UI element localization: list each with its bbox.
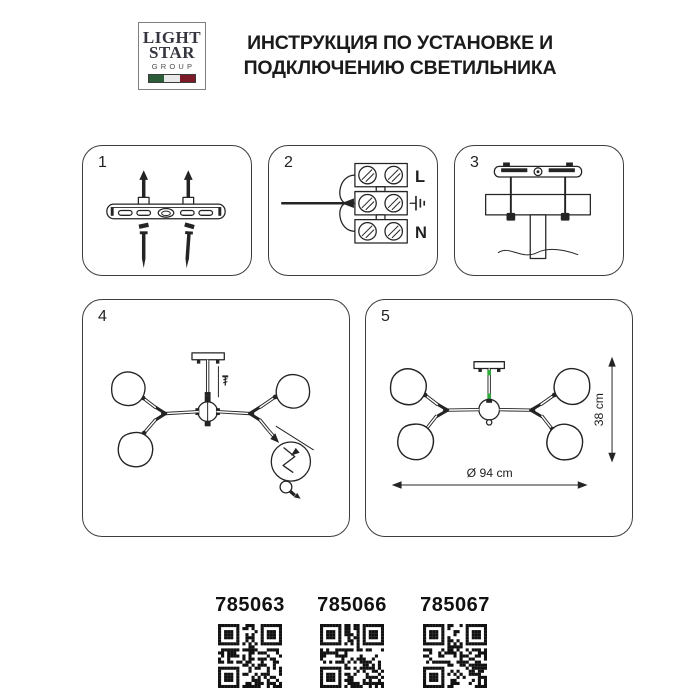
central-hub bbox=[195, 396, 219, 426]
down-rod bbox=[487, 369, 491, 400]
diameter-dimension bbox=[392, 466, 588, 489]
shade-upper-left bbox=[385, 364, 431, 410]
product-code: 785067 bbox=[420, 594, 490, 616]
height-dimension bbox=[592, 357, 616, 463]
product-785067 bbox=[415, 594, 495, 693]
screw-indicator bbox=[218, 367, 228, 397]
step-1-panel bbox=[82, 145, 252, 276]
step-4-panel bbox=[82, 299, 350, 537]
wiring-diagram bbox=[269, 146, 435, 273]
title-line-1: ИНСТРУКЦИЯ ПО УСТАНОВКЕ И bbox=[247, 32, 553, 54]
flag-white bbox=[164, 75, 179, 82]
ceiling-bracket bbox=[494, 162, 581, 177]
step-number: 3 bbox=[470, 154, 479, 171]
stud-right bbox=[183, 170, 194, 204]
diameter-label: Ø 94 cm bbox=[466, 466, 513, 481]
screw-right bbox=[181, 222, 195, 268]
qr-code bbox=[423, 624, 487, 688]
step-2-panel bbox=[268, 145, 438, 276]
step-5-panel bbox=[365, 299, 633, 537]
shade-upper-left bbox=[108, 368, 149, 409]
left-arm bbox=[141, 396, 199, 436]
step-number: 1 bbox=[98, 154, 107, 171]
logo-group: GROUP bbox=[151, 61, 196, 71]
earth-icon bbox=[410, 196, 424, 211]
down-rod bbox=[205, 360, 211, 396]
stud-left bbox=[138, 170, 149, 204]
height-label: 38 cm bbox=[592, 393, 607, 427]
left-arm bbox=[423, 393, 479, 432]
page-title bbox=[188, 31, 612, 81]
product-785063 bbox=[210, 594, 290, 693]
logo-light: LIGHT bbox=[142, 27, 202, 47]
right-arm bbox=[216, 395, 277, 431]
ceiling-mount-diagram bbox=[455, 146, 621, 273]
step-number: 5 bbox=[381, 308, 390, 325]
step-number: 2 bbox=[284, 154, 293, 171]
flag-green bbox=[149, 75, 164, 82]
dimensions-diagram bbox=[366, 300, 629, 533]
bracket-bar bbox=[107, 204, 225, 219]
title-line-2: ПОДКЛЮЧЕНИЮ СВЕТИЛЬНИКА bbox=[243, 57, 557, 79]
step-number: 4 bbox=[98, 308, 107, 325]
down-rod bbox=[498, 215, 577, 259]
shade-upper-right bbox=[274, 372, 313, 411]
product-785066 bbox=[312, 594, 392, 693]
terminal-block bbox=[355, 163, 407, 242]
product-code: 785063 bbox=[215, 594, 285, 616]
bulb-insert-detail bbox=[268, 426, 313, 498]
step-3-panel bbox=[454, 145, 624, 276]
neutral-label: N bbox=[415, 224, 427, 243]
logo-star: STAR bbox=[148, 42, 196, 62]
screw-left bbox=[139, 223, 149, 269]
green-connector-top bbox=[487, 370, 491, 375]
live-label: L bbox=[415, 167, 426, 186]
mounting-bracket-diagram bbox=[83, 146, 249, 273]
green-connector-bottom bbox=[487, 393, 491, 399]
shade-lower-left bbox=[395, 421, 436, 462]
central-hub bbox=[479, 399, 500, 425]
product-code: 785066 bbox=[317, 594, 387, 616]
qr-code bbox=[320, 624, 384, 688]
canopy-plate bbox=[486, 194, 591, 214]
shade-upper-right bbox=[550, 365, 594, 409]
qr-code bbox=[218, 624, 282, 688]
supply-cable bbox=[281, 175, 355, 231]
right-arm bbox=[499, 393, 556, 432]
chandelier-assembly-diagram bbox=[83, 300, 346, 533]
shade-lower-left bbox=[117, 431, 154, 468]
